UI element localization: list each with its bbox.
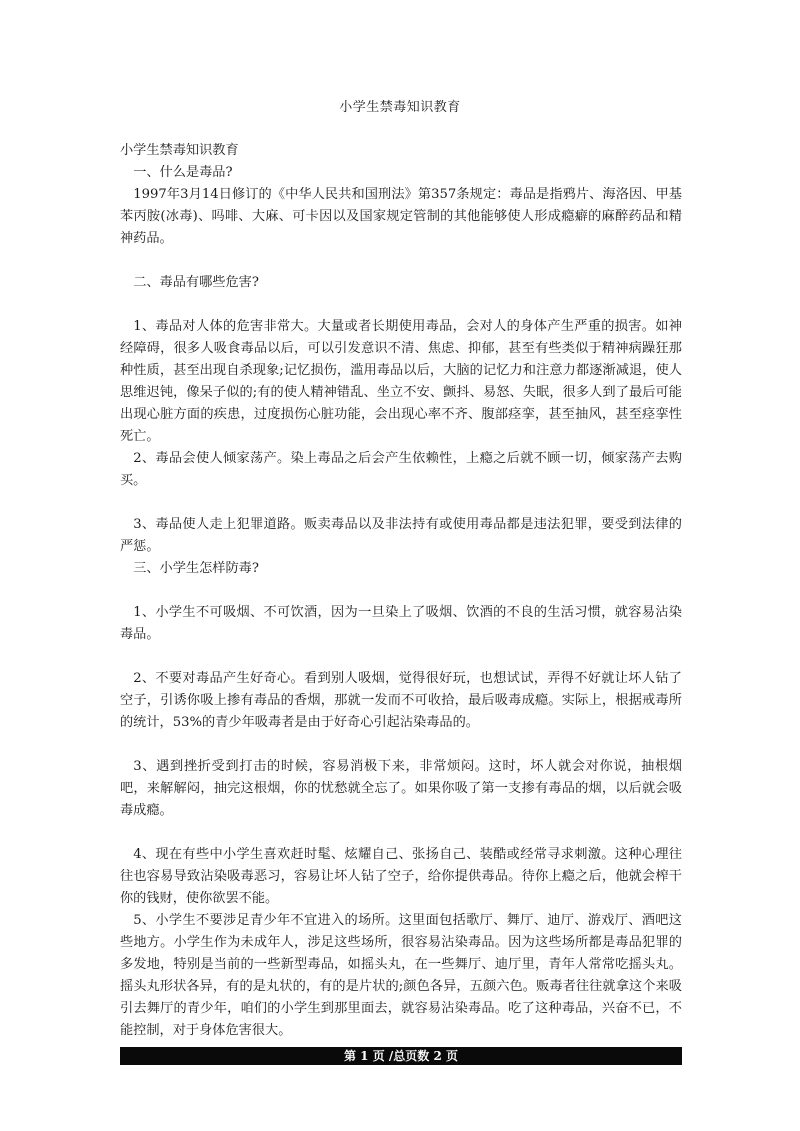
paragraph-prevent-3: 3、遇到挫折受到打击的时候，容易消极下来，非常烦闷。这时，坏人就会对你说，抽根烟吧，来解解闷，抽完这根烟，你的忧愁就全忘了。如果你吸了第一支掺有毒品的烟，以后就会吸毒成瘾。 <box>120 759 682 818</box>
paragraph-gap <box>120 250 682 272</box>
paragraph-prevent-1: 1、小学生不可吸烟、不可饮酒，因为一旦染上了吸烟、饮酒的不良的生活习惯，就容易沾染毒品。 <box>120 605 682 642</box>
section-heading-1: 一、什么是毒品? <box>133 165 233 180</box>
section-heading-3: 三、小学生怎样防毒? <box>133 561 259 576</box>
body-heading: 小学生禁毒知识教育 <box>120 143 239 158</box>
page-title: 小学生禁毒知识教育 <box>339 100 461 115</box>
paragraph-gap <box>120 822 682 844</box>
paragraph-gap <box>120 492 682 514</box>
paragraph-prevent-4: 4、现在有些中小学生喜欢赶时髦、炫耀自己、张扬自己、装酷或经常寻求刺激。这种心理往往也容易导致沾染吸毒恶习，容易让坏人钻了空子，给你提供毒品。待你上瘾之后，他就会榨干你的钱财，使你欲罢不能。 <box>120 847 682 906</box>
paragraph-gap <box>120 580 682 602</box>
paragraph-prevent-2: 2、不要对毒品产生好奇心。看到别人吸烟，觉得很好玩，也想试试，弄得不好就让坏人钻了空子，引诱你吸上掺有毒品的香烟，那就一发而不可收拾，最后吸毒成瘾。实际上，根据戒毒所的统计，53%的青少年吸毒者是由于好奇心引起沾染毒品的。 <box>120 671 682 730</box>
paragraph-gap <box>120 294 682 316</box>
paragraph-prevent-5: 5、小学生不要涉足青少年不宜进入的场所。这里面包括歌厅、舞厅、迪厅、游戏厅、酒吧这些地方。小学生作为未成年人，涉足这些场所，很容易沾染毒品。因为这些场所都是毒品犯罪的多发地，特别是当前的一些新型毒品，如摇头丸，在一些舞厅、迪厅里，青年人常常吃摇头丸。摇头丸形状各异，有的是丸状的，有的是片状的;颜色各异，五颜六色。贩毒者往往就拿这个来吸引去舞厅的青少年，咱们的小学生到那里面去，就容易沾染毒品。吃了这种毒品，兴奋不已，不能控制，对于身体危害很大。 <box>120 913 682 1038</box>
section-heading-2: 二、毒品有哪些危害? <box>133 275 259 290</box>
document-body <box>120 140 682 1042</box>
paragraph-gap <box>120 646 682 668</box>
paragraph-harm-3: 3、毒品使人走上犯罪道路。贩卖毒品以及非法持有或使用毒品都是违法犯罪，要受到法律的严惩。 <box>120 517 682 554</box>
page-footer <box>120 1047 682 1065</box>
paragraph-harm-1: 1、毒品对人体的危害非常大。大量或者长期使用毒品，会对人的身体产生严重的损害。如神经障碍，很多人吸食毒品以后，可以引发意识不清、焦虑、抑郁，甚至有些类似于精神病躁狂那种性质，甚至出现自杀现象;记忆损伤，滥用毒品以后，大脑的记忆力和注意力都逐渐减退，使人思维迟钝，像呆子似的;有的使人精神错乱、坐立不安、颤抖、易怒、失眠，很多人到了最后可能出现心脏方面的疾患，过度损伤心脏功能，会出现心率不齐、腹部痉挛，甚至抽风，甚至痉挛性死亡。 <box>120 319 682 444</box>
paragraph-definition: 1997年3月14日修订的《中华人民共和国刑法》第357条规定：毒品是指鸦片、海洛因、甲基苯丙胺(冰毒)、吗啡、大麻、可卡因以及国家规定管制的其他能够使人形成瘾癖的麻醉药品和精神药品。 <box>120 187 682 246</box>
paragraph-harm-2: 2、毒品会使人倾家荡产。染上毒品之后会产生依赖性，上瘾之后就不顾一切，倾家荡产去购买。 <box>120 451 682 488</box>
paragraph-gap <box>120 734 682 756</box>
page-number-label: 第 1 页 /总页数 2 页 <box>344 1049 458 1063</box>
